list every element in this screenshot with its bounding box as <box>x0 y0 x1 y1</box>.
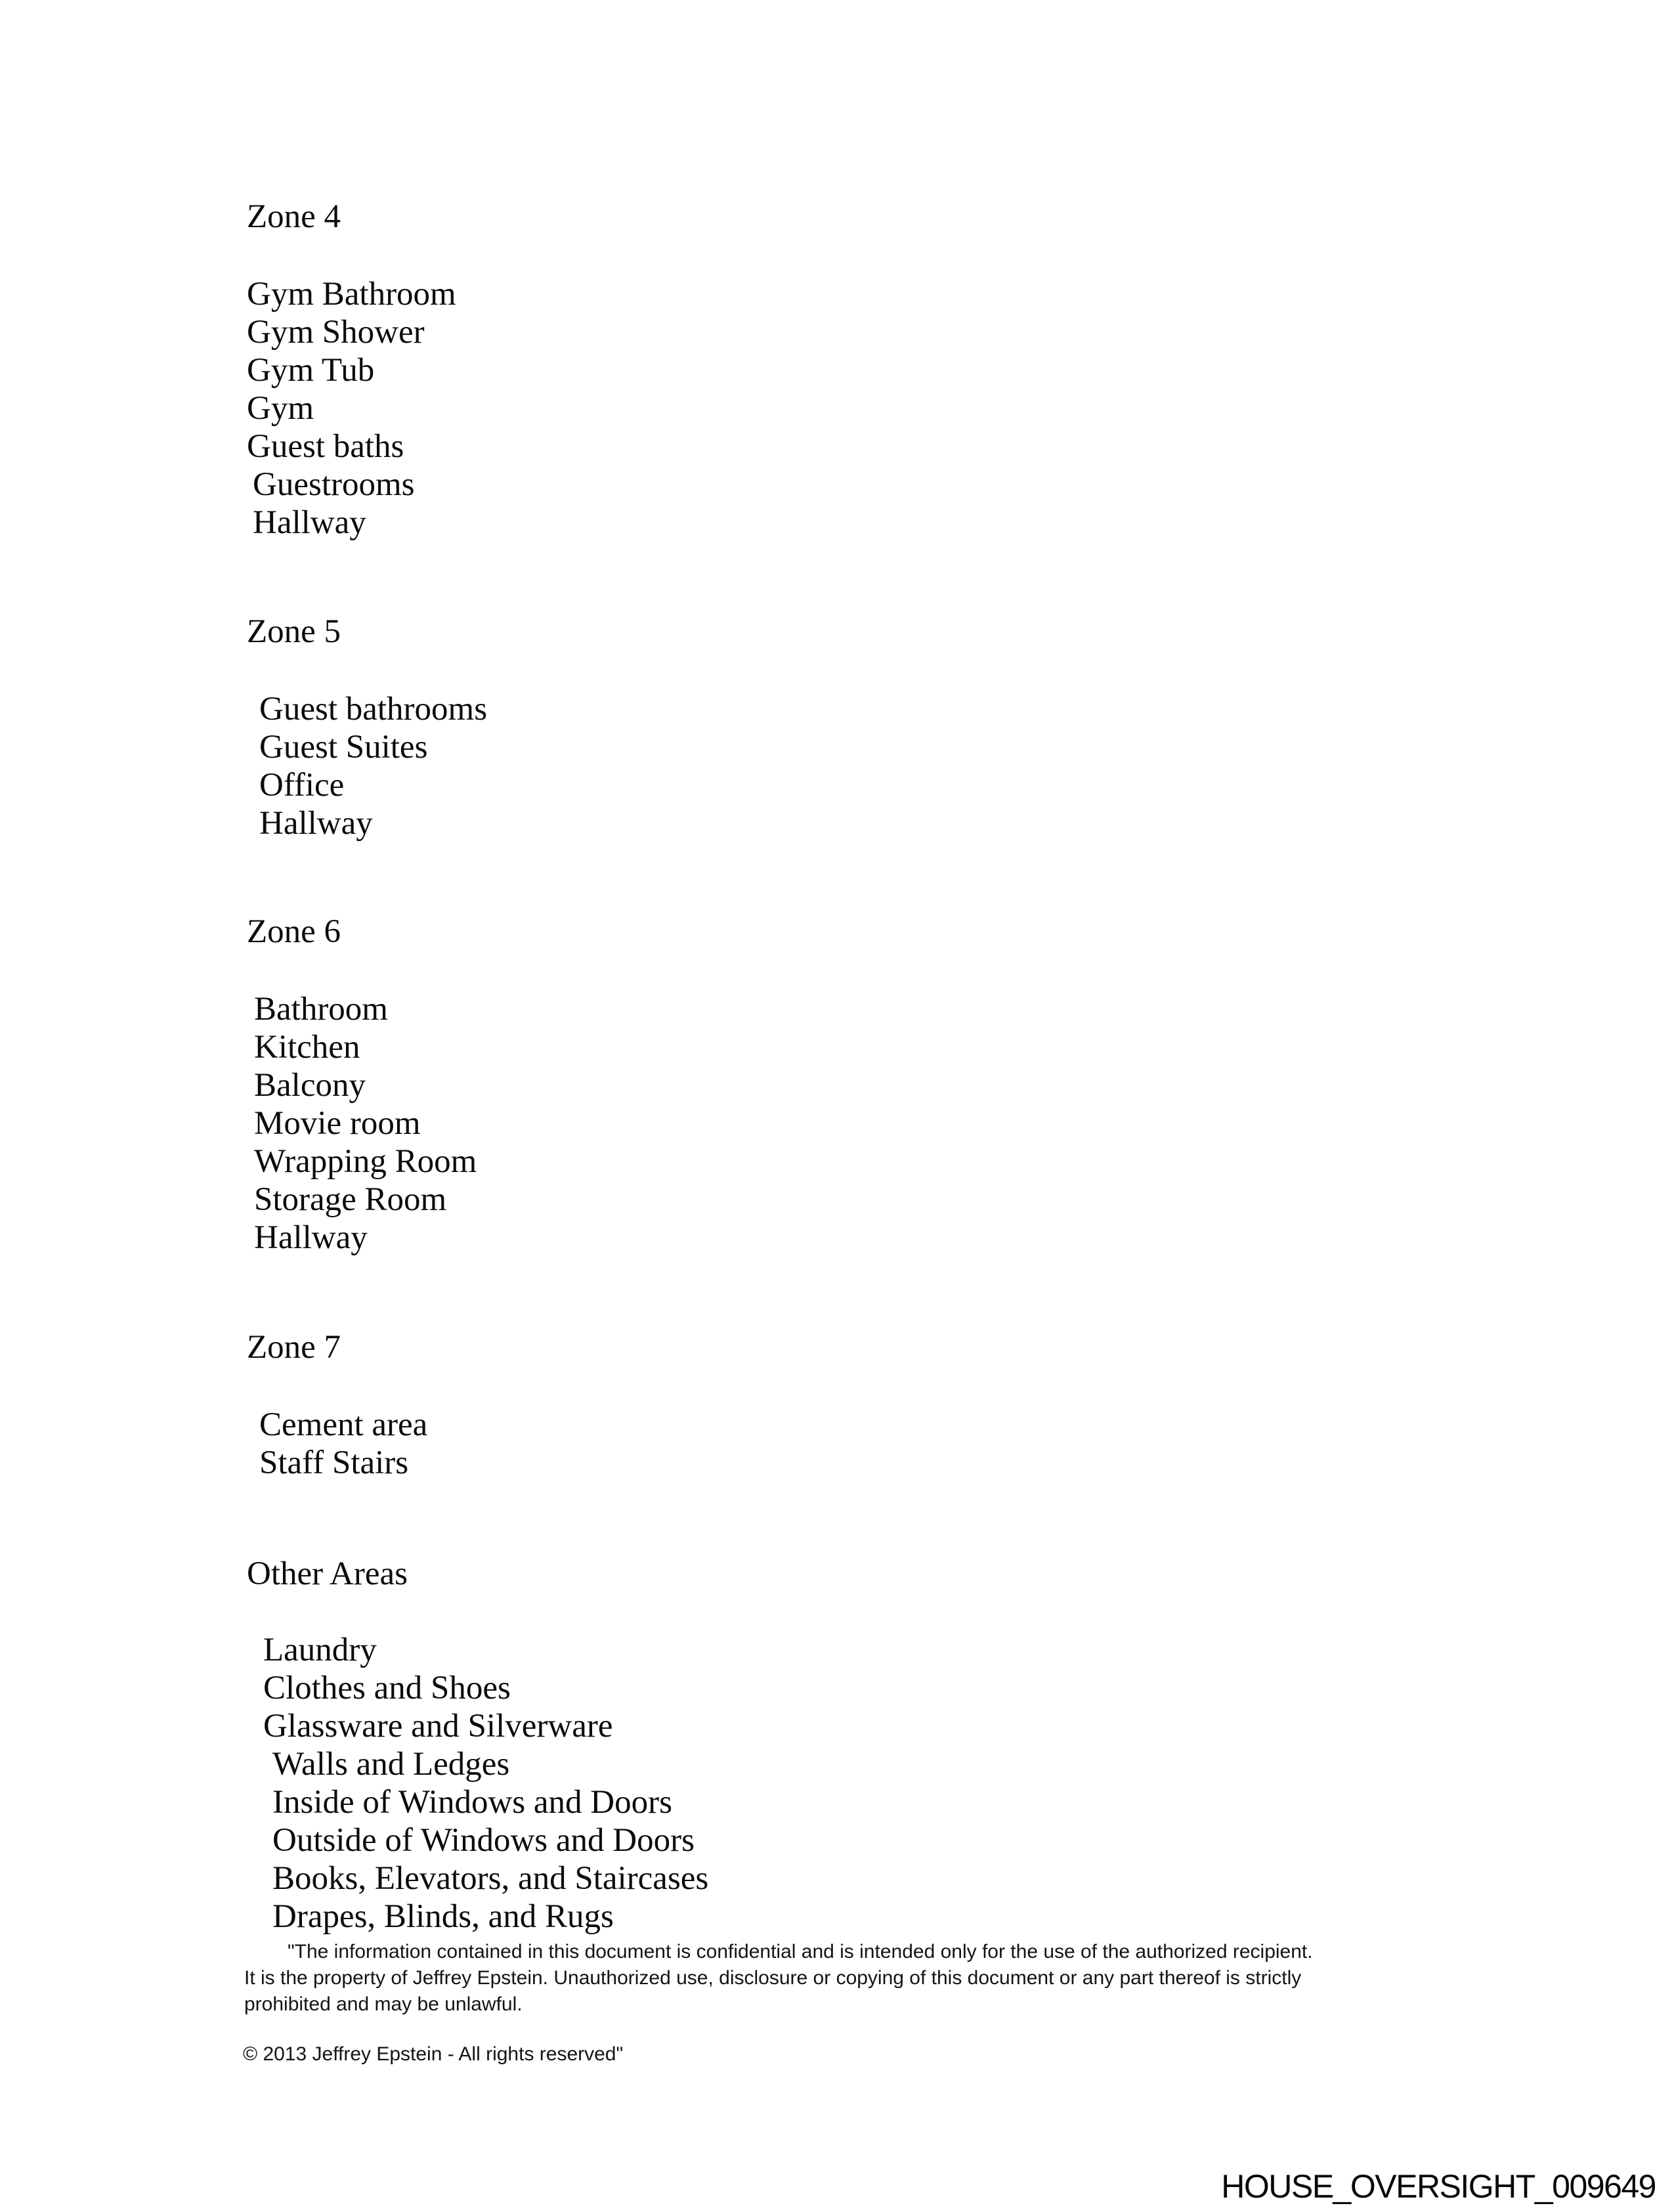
list-item: Guest baths <box>247 428 404 465</box>
list-item: Guestrooms <box>253 466 415 503</box>
list-item: Guest bathrooms <box>259 691 488 727</box>
list-item: Hallway <box>253 504 366 541</box>
list-item: Outside of Windows and Doors <box>272 1822 695 1859</box>
section-heading-zone-4: Zone 4 <box>247 198 341 235</box>
section-list-zone-6 <box>247 990 477 1257</box>
list-item: Laundry <box>263 1632 377 1668</box>
list-item: Staff Stairs <box>259 1444 409 1481</box>
list-item: Balcony <box>254 1067 366 1104</box>
list-item: Inside of Windows and Doors <box>272 1784 672 1821</box>
list-item: Hallway <box>259 805 373 842</box>
list-item: Walls and Ledges <box>272 1746 510 1783</box>
list-item: Drapes, Blinds, and Rugs <box>272 1898 614 1935</box>
disclaimer-line: "The information contained in this document is confidential and is intended only for the use of the authorized recipient. <box>288 1941 1313 1963</box>
list-item: Wrapping Room <box>254 1143 477 1180</box>
section-list-other-areas <box>247 1631 708 1936</box>
list-item: Clothes and Shoes <box>263 1670 511 1706</box>
section-heading-zone-7: Zone 7 <box>247 1329 341 1366</box>
copyright-notice: © 2013 Jeffrey Epstein - All rights reserved" <box>243 2043 624 2065</box>
section-heading-zone-6: Zone 6 <box>247 913 341 950</box>
list-item: Guest Suites <box>259 729 428 766</box>
section-heading-other-areas: Other Areas <box>247 1555 408 1592</box>
disclaimer-line: It is the property of Jeffrey Epstein. Unauthorized use, disclosure or copying of this document or any part thereof is strictly <box>244 1967 1302 1989</box>
list-item: Gym Tub <box>247 352 375 389</box>
list-item: Books, Elevators, and Staircases <box>272 1860 709 1897</box>
list-item: Storage Room <box>254 1181 447 1218</box>
list-item: Bathroom <box>254 991 388 1028</box>
section-heading-zone-5: Zone 5 <box>247 613 341 650</box>
confidentiality-disclaimer <box>244 1939 1313 2018</box>
list-item: Gym <box>247 390 314 427</box>
section-list-zone-5 <box>247 690 487 842</box>
list-item: Kitchen <box>254 1029 360 1066</box>
section-list-zone-7 <box>247 1406 427 1482</box>
bates-number-stamp: HOUSE_OVERSIGHT_009649 <box>1221 2168 1656 2205</box>
list-item: Gym Shower <box>247 314 425 351</box>
list-item: Movie room <box>254 1105 421 1142</box>
list-item: Cement area <box>259 1406 428 1443</box>
list-item: Gym Bathroom <box>247 276 456 313</box>
list-item: Hallway <box>254 1219 368 1256</box>
list-item: Glassware and Silverware <box>263 1708 613 1745</box>
disclaimer-line: prohibited and may be unlawful. <box>244 1993 523 2015</box>
section-list-zone-4 <box>247 275 456 542</box>
list-item: Office <box>259 767 345 804</box>
